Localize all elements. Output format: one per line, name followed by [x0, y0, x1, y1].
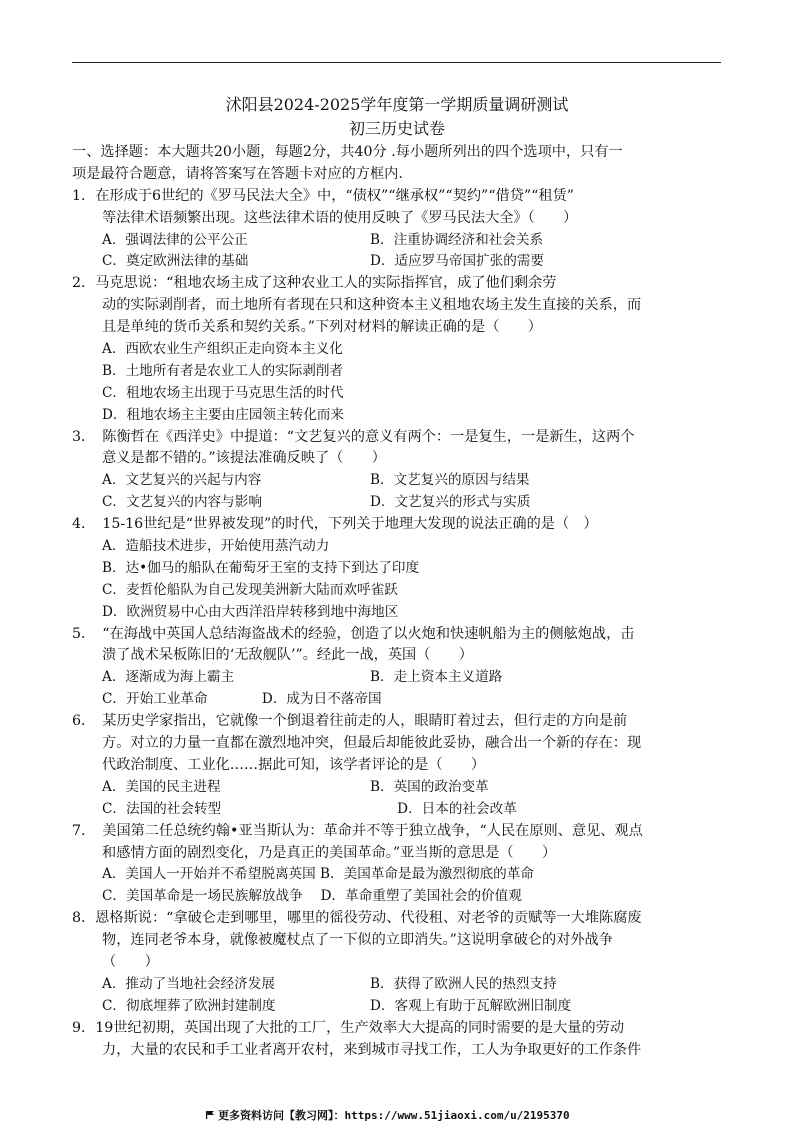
question-stem: 5． “在海战中英国人总结海盗战术的经验，创造了以火炮和快速帆船为主的侧舷炮战，击	[72, 625, 635, 642]
exam-title: 沭阳县2024-2025学年度第一学期质量调研测试	[225, 95, 569, 114]
option-row	[72, 558, 727, 580]
question-stem: 8．恩格斯说：“拿破仑走到哪里，哪里的徭役劳动、代役租、对老爷的贡赋等一大堆陈腐废	[72, 910, 642, 927]
option-row	[72, 339, 727, 361]
answer-option[interactable]: B．注重协调经济和社会关系	[370, 231, 544, 248]
answer-option[interactable]: B．土地所有者是农业工人的实际剥削者	[102, 362, 344, 379]
option-row	[72, 667, 727, 689]
option-row	[72, 602, 727, 624]
answer-option[interactable]: A．文艺复兴的兴起与内容	[102, 472, 262, 489]
option-row	[72, 886, 727, 908]
option-row	[72, 777, 727, 799]
question-stem: 9．19世纪初期，英国出现了大批的工厂，生产效率大大提高的同时需要的是大量的劳动	[72, 1019, 625, 1036]
option-row	[72, 536, 727, 558]
option-row	[72, 492, 727, 514]
question-stem-continued: 物，连同老爷本身，就像被魔杖点了一下似的立即消失。”这说明拿破仑的对外战争	[102, 932, 613, 949]
question-stem-continued: 方。对立的力量一直都在激烈地冲突，但最后却能彼此妥协，融合出一个新的存在：现	[102, 735, 642, 752]
instruction-line: 一、选择题：本大题共20小题，每题2分，共40分 .每小题所列出的四个选项中，只有一	[72, 144, 623, 160]
question-content	[72, 142, 727, 1061]
exam-subtitle: 初三历史试卷	[348, 119, 445, 138]
option-row	[72, 580, 727, 602]
answer-option[interactable]: D．客观上有助于瓦解欧洲旧制度	[370, 997, 572, 1014]
option-row	[72, 470, 727, 492]
question-stem-continued: 溃了战术呆板陈旧的‘无敌舰队’”。经此一战，英国（ ）	[102, 647, 473, 664]
option-row	[72, 361, 727, 383]
answer-option[interactable]: D．文艺复兴的形式与实质	[370, 494, 531, 511]
answer-option[interactable]: B．英国的政治变革	[370, 778, 489, 795]
option-row	[72, 996, 727, 1018]
question-stem-continued: 动的实际剥削者，而土地所有者现在只和这种资本主义租地农场主发生直接的关系，而	[102, 297, 642, 314]
question-stem: 4． 15-16世纪是“世界被发现”的时代，下列关于地理大发现的说法正确的是（ ）	[72, 516, 598, 533]
answer-option[interactable]: D．欧洲贸易中心由大西洋沿岸转移到地中海地区	[102, 603, 399, 620]
footer-link[interactable]	[206, 1107, 570, 1123]
question-stem-continued: 力，大量的农民和手工业者离开农村，来到城市寻找工作，工人为争取更好的工作条件	[102, 1041, 642, 1058]
question-stem: 3． 陈衡哲在《西洋史》中提道：“文艺复兴的意义有两个：一是复生，一是新生，这两个	[72, 428, 635, 445]
answer-option[interactable]: B．获得了欧洲人民的热烈支持	[370, 975, 557, 992]
answer-option[interactable]: B．走上资本主义道路	[370, 669, 503, 686]
answer-option[interactable]: B．文艺复兴的原因与结果	[370, 472, 530, 489]
answer-option[interactable]: D．租地农场主主要由庄园领主转化而来	[102, 406, 344, 423]
option-row	[72, 230, 727, 252]
answer-option[interactable]: D．日本的社会改革	[370, 800, 517, 817]
question-stem: 2．马克思说：“租地农场主成了这种农业工人的实际指挥官，成了他们剩余劳	[72, 275, 557, 292]
option-row	[72, 689, 727, 711]
question-stem: 1．在形成于6世纪的《罗马民法大全》中，“债权”“继承权”“契约”“借贷”“租赁”	[72, 187, 575, 204]
option-row	[72, 974, 727, 996]
answer-option[interactable]: A．美国的民主进程	[102, 778, 221, 795]
option-row	[72, 405, 727, 427]
answer-option[interactable]: B．达•伽马的船队在葡萄牙王室的支持下到达了印度	[102, 559, 420, 576]
answer-option[interactable]: C．法国的社会转型	[102, 800, 222, 817]
answer-option[interactable]: D．适应罗马帝国扩张的需要	[370, 253, 545, 270]
instruction-line: 项是最符合题意，请将答案写在答题卡对应的方框内.	[72, 165, 403, 182]
question-stem: 7． 美国第二任总统约翰•亚当斯认为：革命并不等于独立战争，“人民在原则、意见、观点	[72, 822, 643, 839]
answer-option[interactable]: C．文艺复兴的内容与影响	[102, 494, 262, 511]
answer-option[interactable]: A．逐渐成为海上霸主	[102, 669, 235, 686]
question-stem-continued: 等法律术语频繁出现。这些法律术语的使用反映了《罗马民法大全》（ ）	[102, 209, 578, 226]
answer-option[interactable]: C．租地农场主出现于马克思生活的时代	[102, 384, 344, 401]
answer-option[interactable]: C．奠定欧洲法律的基础	[102, 253, 249, 270]
option-row	[72, 799, 727, 821]
answer-option[interactable]: C．麦哲伦船队为自己发现美洲新大陆而欢呼雀跃	[102, 581, 398, 598]
answer-option[interactable]: A．强调法律的公平公正	[102, 231, 248, 248]
top-rule	[72, 62, 721, 63]
question-stem: 6． 某历史学家指出，它就像一个倒退着往前走的人，眼睛盯着过去，但行走的方向是前	[72, 713, 628, 730]
question-stem-continued: 和感情方面的剧烈变化，乃是真正的美国革命。”亚当斯的意思是（ ）	[102, 844, 557, 861]
question-stem-continued: 代政治制度、工业化……据此可知，该学者评论的是（ ）	[102, 756, 486, 773]
flag-icon	[206, 1111, 214, 1119]
option-row	[72, 251, 727, 273]
answer-option[interactable]: A．推动了当地社会经济发展	[102, 975, 275, 992]
question-stem-continued: 意义是都不错的。”该提法准确反映了（ ）	[102, 450, 386, 467]
answer-option[interactable]: C．美国革命是一场民族解放战争 D．革命重塑了美国社会的价值观	[102, 888, 522, 905]
question-stem-continued: 且是单纯的货币关系和契约关系。”下列对材料的解读正确的是（ ）	[102, 319, 542, 336]
footer-text: 更多资料访问【教习网】：https://www.51jiaoxi.com/u/2195370	[218, 1109, 570, 1122]
answer-option[interactable]: C．彻底埋葬了欧洲封建制度	[102, 997, 276, 1014]
answer-option[interactable]: A．西欧农业生产组织正走向资本主义化	[102, 341, 343, 358]
option-row	[72, 383, 727, 405]
question-stem-continued: （ ）	[102, 953, 159, 970]
answer-option[interactable]: C．开始工业革命 D．成为日不落帝国	[102, 691, 382, 708]
option-row	[72, 864, 727, 886]
answer-option[interactable]: A．造船技术进步，开始使用蒸汽动力	[102, 538, 330, 555]
answer-option[interactable]: A．美国人一开始并不希望脱离英国 B．美国革命是最为激烈彻底的革命	[102, 866, 534, 883]
